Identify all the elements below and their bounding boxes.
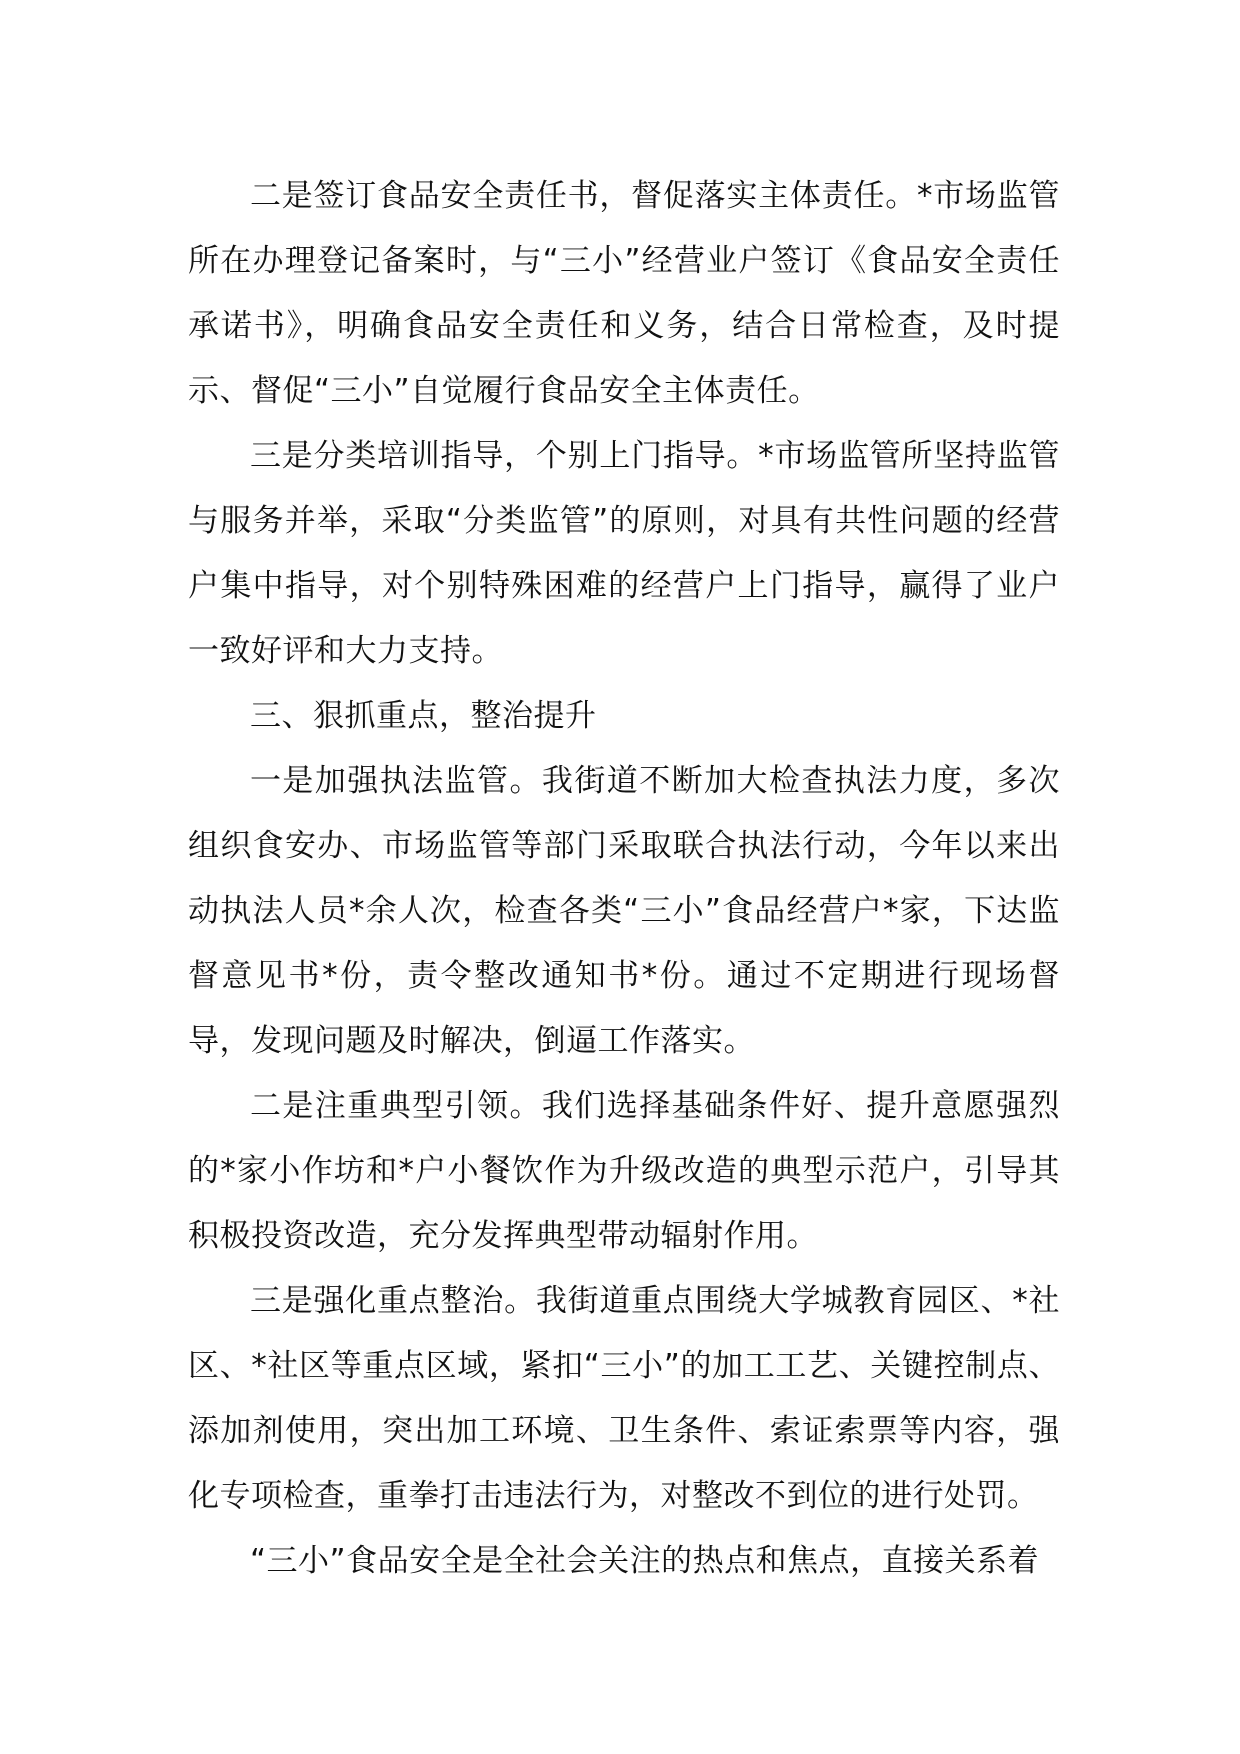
paragraph-responsibility-letter: 二是签订食品安全责任书，督促落实主体责任。*市场监管所在办理登记备案时，与“三小”经营业户签订《食品安全责任承诺书》，明确食品安全责任和义务，结合日常检查，及时提示、督促“三小”自觉履行食品安全主体责任。 xyxy=(188,178,1060,409)
paragraph-key-rectification: 三是强化重点整治。我街道重点围绕大学城教育园区、*社区、*社区等重点区域，紧扣“三小”的加工工艺、关键控制点、添加剂使用，突出加工环境、卫生条件、索证索票等内容，强化专项检查，重拳打击违法行为，对整改不到位的进行处罚。 xyxy=(188,1283,1060,1514)
section-heading-key-rectification: 三、狠抓重点，整治提升 xyxy=(250,698,597,734)
document-body xyxy=(188,164,1060,1594)
paragraph-closing-start: “三小”食品安全是全社会关注的热点和焦点，直接关系着 xyxy=(250,1543,1040,1579)
paragraph-typical-examples: 二是注重典型引领。我们选择基础条件好、提升意愿强烈的*家小作坊和*户小餐饮作为升级改造的典型示范户，引导其积极投资改造，充分发挥典型带动辐射作用。 xyxy=(188,1088,1060,1254)
paragraph-law-enforcement: 一是加强执法监管。我街道不断加大检查执法力度，多次组织食安办、市场监管等部门采取联合执法行动，今年以来出动执法人员*余人次，检查各类“三小”食品经营户*家，下达监督意见书*份，责令整改通知书*份。通过不定期进行现场督导，发现问题及时解决，倒逼工作落实。 xyxy=(188,763,1060,1059)
paragraph-training-guidance: 三是分类培训指导，个别上门指导。*市场监管所坚持监管与服务并举，采取“分类监管”的原则，对具有共性问题的经营户集中指导，对个别特殊困难的经营户上门指导，赢得了业户一致好评和大力支持。 xyxy=(188,438,1060,669)
